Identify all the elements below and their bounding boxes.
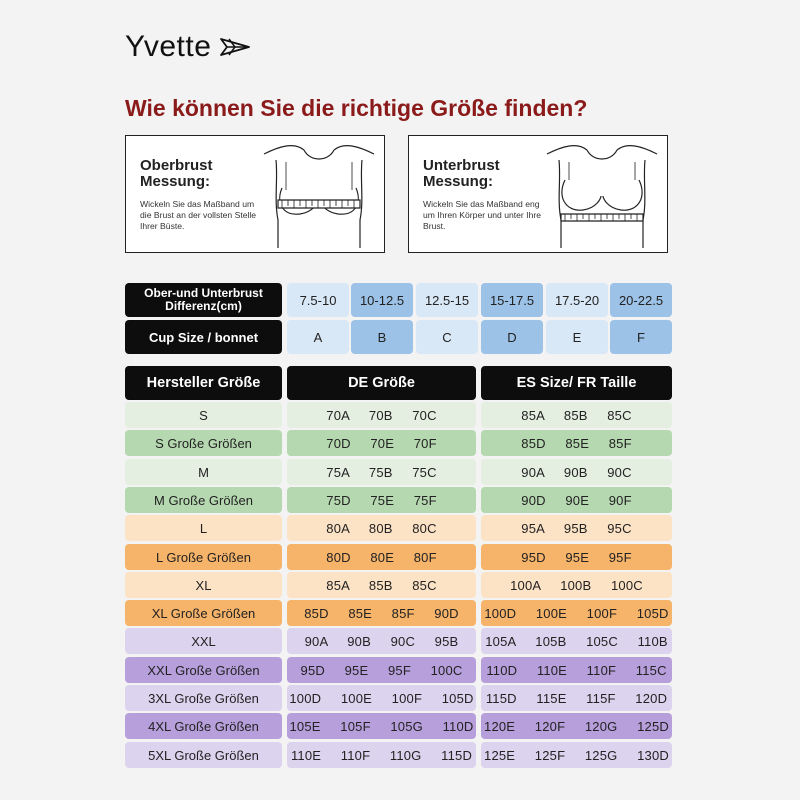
cup-diff-cell: 15-17.5 (481, 283, 543, 317)
manufacturer-size-cell: L (125, 515, 282, 541)
es-fr-size-cell: 100A 100B 100C (481, 572, 672, 598)
es-fr-size-cell: 100D 100E 100F 105D (481, 600, 672, 626)
cup-diff-cell: 10-12.5 (351, 283, 413, 317)
de-size-cell: 95D 95E 95F 100C (287, 657, 476, 683)
card-overbust (125, 135, 385, 253)
manufacturer-size-cell: 5XL Große Größen (125, 742, 282, 768)
cup-diff-cell: 20-22.5 (610, 283, 672, 317)
diff-label: Ober-und Unterbrust Differenz(cm) (125, 283, 282, 317)
manufacturer-size-cell: L Große Größen (125, 544, 282, 570)
cup-letter-cell: C (416, 320, 478, 354)
manufacturer-size-cell: S (125, 402, 282, 428)
overbust-figure-icon (260, 140, 378, 250)
manufacturer-size-cell: 3XL Große Größen (125, 685, 282, 711)
de-size-cell: 85A 85B 85C (287, 572, 476, 598)
manufacturer-size-cell: XXL (125, 628, 282, 654)
cup-label: Cup Size / bonnet (125, 320, 282, 354)
cup-diff-cell: 12.5-15 (416, 283, 478, 317)
cup-letter-cell: B (351, 320, 413, 354)
de-size-cell: 80D 80E 80F (287, 544, 476, 570)
header-es-fr-size: ES Size/ FR Taille (481, 366, 672, 400)
header-manufacturer-size: Hersteller Größe (125, 366, 282, 400)
es-fr-size-cell: 120E 120F 120G 125D (481, 713, 672, 739)
es-fr-size-cell: 125E 125F 125G 130D (481, 742, 672, 768)
manufacturer-size-cell: M Große Größen (125, 487, 282, 513)
brand-name: Yvette (125, 30, 212, 63)
cup-letter-cell: E (546, 320, 608, 354)
cup-letter-cell: D (481, 320, 543, 354)
manufacturer-size-cell: M (125, 459, 282, 485)
underbust-figure-icon (543, 140, 661, 250)
manufacturer-size-cell: XL Große Größen (125, 600, 282, 626)
es-fr-size-cell: 85D 85E 85F (481, 430, 672, 456)
card-underbust (408, 135, 668, 253)
cup-letter-cell: F (610, 320, 672, 354)
cup-diff-cell: 17.5-20 (546, 283, 608, 317)
manufacturer-size-cell: XL (125, 572, 282, 598)
page-title: Wie können Sie die richtige Größe finden? (125, 95, 588, 121)
de-size-cell: 70D 70E 70F (287, 430, 476, 456)
es-fr-size-cell: 95A 95B 95C (481, 515, 672, 541)
manufacturer-size-cell: XXL Große Größen (125, 657, 282, 683)
card-title: Unterbrust Messung: (423, 157, 500, 190)
es-fr-size-cell: 90D 90E 90F (481, 487, 672, 513)
de-size-cell: 105E 105F 105G 110D (287, 713, 476, 739)
de-size-cell: 75A 75B 75C (287, 459, 476, 485)
es-fr-size-cell: 95D 95E 95F (481, 544, 672, 570)
es-fr-size-cell: 85A 85B 85C (481, 402, 672, 428)
cup-letter-cell: A (287, 320, 349, 354)
de-size-cell: 80A 80B 80C (287, 515, 476, 541)
cup-diff-cell: 7.5-10 (287, 283, 349, 317)
paper-plane-icon (219, 37, 251, 62)
brand-logo (125, 30, 251, 64)
header-de-size: DE Größe (287, 366, 476, 400)
de-size-cell: 75D 75E 75F (287, 487, 476, 513)
manufacturer-size-cell: 4XL Große Größen (125, 713, 282, 739)
card-description: Wickeln Sie das Maßband um die Brust an der vollsten Stelle Ihrer Büste. (140, 199, 257, 231)
es-fr-size-cell: 90A 90B 90C (481, 459, 672, 485)
es-fr-size-cell: 115D 115E 115F 120D (481, 685, 672, 711)
de-size-cell: 85D 85E 85F 90D (287, 600, 476, 626)
card-description: Wickeln Sie das Maßband eng um Ihren Körper und unter Ihre Brust. (423, 199, 541, 231)
de-size-cell: 110E 110F 110G 115D (287, 742, 476, 768)
de-size-cell: 70A 70B 70C (287, 402, 476, 428)
manufacturer-size-cell: S Große Größen (125, 430, 282, 456)
de-size-cell: 100D 100E 100F 105D (287, 685, 476, 711)
es-fr-size-cell: 110D 110E 110F 115C (481, 657, 672, 683)
card-title: Oberbrust Messung: (140, 157, 213, 190)
de-size-cell: 90A 90B 90C 95B (287, 628, 476, 654)
es-fr-size-cell: 105A 105B 105C 110B (481, 628, 672, 654)
